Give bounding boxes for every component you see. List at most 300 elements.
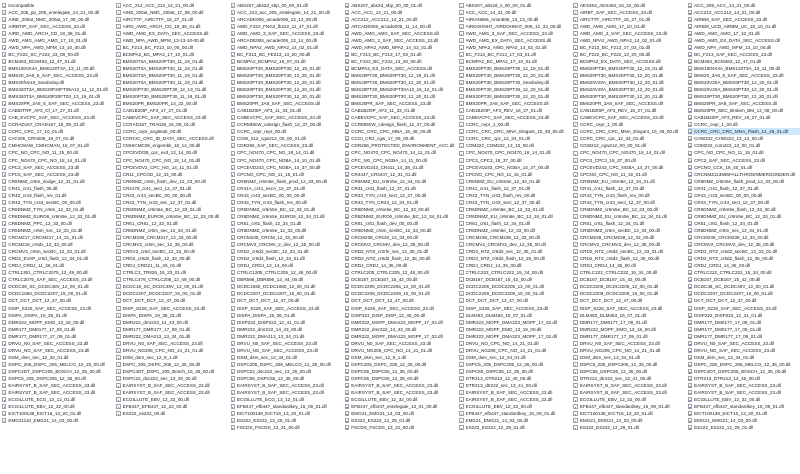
file-item[interactable] [688, 269, 800, 276]
file-item[interactable] [116, 58, 228, 65]
file-item[interactable] [573, 86, 685, 93]
file-item[interactable] [688, 312, 800, 319]
file-item[interactable] [231, 107, 343, 114]
file-item[interactable] [573, 312, 685, 319]
file-item[interactable] [231, 410, 343, 417]
file-item[interactable] [345, 255, 457, 262]
file-item[interactable] [116, 128, 228, 135]
file-item[interactable] [2, 192, 114, 199]
file-item[interactable] [459, 23, 571, 30]
file-item[interactable] [231, 234, 343, 241]
file-item[interactable] [345, 149, 457, 156]
file-item[interactable] [688, 361, 800, 368]
file-item[interactable] [116, 93, 228, 100]
file-item[interactable] [459, 44, 571, 51]
file-item[interactable] [2, 93, 114, 100]
file-item[interactable] [345, 312, 457, 319]
file-item[interactable] [116, 114, 228, 121]
file-item[interactable] [231, 100, 343, 107]
file-item[interactable] [116, 319, 228, 326]
file-item[interactable] [688, 149, 800, 156]
file-item[interactable] [345, 171, 457, 178]
file-item[interactable] [573, 305, 685, 312]
file-item[interactable] [231, 220, 343, 227]
file-item[interactable] [573, 269, 685, 276]
file-item[interactable] [116, 149, 228, 156]
file-item[interactable] [2, 290, 114, 297]
file-item[interactable] [2, 361, 114, 368]
file-item[interactable] [345, 389, 457, 396]
file-item[interactable] [2, 276, 114, 283]
file-item[interactable] [459, 340, 571, 347]
file-item[interactable] [573, 79, 685, 86]
file-item[interactable] [688, 326, 800, 333]
file-item[interactable] [116, 241, 228, 248]
file-item[interactable] [459, 269, 571, 276]
file-item[interactable] [459, 16, 571, 23]
file-item[interactable] [688, 9, 800, 16]
file-item[interactable] [688, 107, 800, 114]
file-item[interactable] [116, 326, 228, 333]
file-item[interactable] [573, 100, 685, 107]
file-item[interactable] [459, 206, 571, 213]
file-item[interactable] [345, 340, 457, 347]
file-item[interactable] [459, 368, 571, 375]
file-item[interactable] [573, 347, 685, 354]
file-item[interactable] [2, 37, 114, 44]
file-item[interactable] [116, 142, 228, 149]
file-item[interactable] [231, 178, 343, 185]
file-item[interactable] [2, 382, 114, 389]
file-item[interactable] [345, 319, 457, 326]
file-item[interactable] [2, 65, 114, 72]
file-item[interactable] [345, 114, 457, 121]
file-item[interactable] [231, 164, 343, 171]
file-item[interactable] [345, 417, 457, 424]
file-item[interactable] [2, 312, 114, 319]
file-item[interactable] [573, 403, 685, 410]
file-item[interactable] [116, 199, 228, 206]
file-item[interactable] [345, 37, 457, 44]
file-item[interactable] [688, 220, 800, 227]
file-item[interactable] [2, 305, 114, 312]
file-item[interactable] [573, 135, 685, 142]
file-item[interactable] [231, 368, 343, 375]
file-item[interactable] [345, 16, 457, 23]
file-item[interactable] [116, 234, 228, 241]
file-item[interactable] [2, 248, 114, 255]
file-item[interactable] [2, 262, 114, 269]
file-item[interactable] [688, 72, 800, 79]
file-item[interactable] [116, 283, 228, 290]
file-item[interactable] [573, 65, 685, 72]
file-item[interactable] [688, 382, 800, 389]
file-item[interactable] [573, 248, 685, 255]
file-item[interactable] [459, 283, 571, 290]
file-item[interactable] [2, 185, 114, 192]
file-item[interactable] [459, 213, 571, 220]
file-item[interactable] [573, 185, 685, 192]
file-item[interactable] [573, 9, 685, 16]
file-item[interactable] [231, 93, 343, 100]
file-item[interactable] [688, 157, 800, 164]
file-item[interactable] [231, 354, 343, 361]
file-item[interactable] [345, 213, 457, 220]
file-item[interactable] [688, 192, 800, 199]
file-item[interactable] [573, 241, 685, 248]
file-item[interactable] [573, 297, 685, 304]
file-item[interactable] [573, 368, 685, 375]
file-item[interactable] [459, 114, 571, 121]
file-item[interactable] [688, 255, 800, 262]
file-item[interactable] [459, 178, 571, 185]
file-item[interactable] [231, 185, 343, 192]
file-item[interactable] [231, 255, 343, 262]
file-item[interactable] [345, 424, 457, 431]
file-item[interactable] [688, 354, 800, 361]
file-item[interactable] [2, 135, 114, 142]
file-item[interactable] [573, 58, 685, 65]
file-item[interactable] [688, 44, 800, 51]
file-item[interactable] [459, 333, 571, 340]
file-item[interactable] [345, 58, 457, 65]
file-item[interactable] [345, 347, 457, 354]
file-item[interactable] [116, 65, 228, 72]
file-item[interactable] [459, 375, 571, 382]
file-item[interactable] [459, 326, 571, 333]
file-item[interactable] [573, 199, 685, 206]
file-item[interactable] [573, 234, 685, 241]
file-item[interactable] [688, 164, 800, 171]
file-item[interactable] [2, 23, 114, 30]
file-item[interactable] [231, 290, 343, 297]
file-item[interactable] [573, 354, 685, 361]
file-item[interactable] [231, 417, 343, 424]
file-item[interactable] [688, 100, 800, 107]
file-item[interactable] [231, 382, 343, 389]
file-item[interactable] [459, 72, 571, 79]
file-item[interactable] [573, 417, 685, 424]
file-item[interactable] [116, 9, 228, 16]
file-item[interactable] [2, 220, 114, 227]
file-item[interactable] [573, 255, 685, 262]
file-item[interactable] [2, 16, 114, 23]
file-item[interactable] [345, 86, 457, 93]
file-item[interactable] [116, 185, 228, 192]
file-item[interactable] [688, 206, 800, 213]
file-item[interactable] [2, 403, 114, 410]
file-item[interactable] [2, 269, 114, 276]
file-item[interactable] [459, 234, 571, 241]
file-item[interactable] [688, 79, 800, 86]
file-item[interactable] [688, 234, 800, 241]
file-item[interactable] [231, 128, 343, 135]
file-item[interactable] [459, 185, 571, 192]
file-item[interactable] [688, 305, 800, 312]
file-item[interactable] [116, 396, 228, 403]
file-item[interactable] [2, 354, 114, 361]
file-item[interactable] [573, 157, 685, 164]
file-item[interactable] [688, 248, 800, 255]
file-item[interactable] [2, 157, 114, 164]
file-item[interactable] [573, 220, 685, 227]
file-item[interactable] [231, 44, 343, 51]
file-item[interactable] [573, 319, 685, 326]
file-item[interactable] [345, 262, 457, 269]
file-item[interactable] [573, 44, 685, 51]
file-item[interactable] [688, 389, 800, 396]
file-item[interactable] [116, 340, 228, 347]
file-item[interactable] [459, 9, 571, 16]
file-item[interactable] [116, 213, 228, 220]
file-item[interactable] [345, 333, 457, 340]
file-item[interactable] [116, 157, 228, 164]
file-item[interactable] [573, 206, 685, 213]
file-item[interactable] [573, 37, 685, 44]
file-item[interactable] [345, 206, 457, 213]
file-item[interactable] [231, 149, 343, 156]
file-item[interactable] [688, 375, 800, 382]
file-item[interactable] [2, 368, 114, 375]
file-item[interactable] [459, 305, 571, 312]
file-item[interactable] [2, 79, 114, 86]
file-item[interactable] [116, 178, 228, 185]
file-item[interactable] [688, 396, 800, 403]
file-item[interactable] [345, 382, 457, 389]
file-item[interactable] [116, 192, 228, 199]
file-item[interactable] [345, 128, 457, 135]
file-item[interactable] [688, 424, 800, 431]
file-item[interactable] [688, 93, 800, 100]
file-item[interactable] [688, 178, 800, 185]
file-item[interactable] [2, 100, 114, 107]
file-item[interactable] [459, 248, 571, 255]
file-item[interactable] [688, 2, 800, 9]
file-item[interactable] [231, 30, 343, 37]
file-item[interactable] [459, 262, 571, 269]
file-item[interactable] [2, 199, 114, 206]
file-item[interactable] [231, 283, 343, 290]
file-item[interactable] [688, 417, 800, 424]
file-item[interactable] [116, 86, 228, 93]
file-item[interactable] [2, 114, 114, 121]
file-item[interactable] [345, 396, 457, 403]
file-item[interactable] [231, 65, 343, 72]
file-item[interactable] [459, 37, 571, 44]
file-item[interactable] [345, 93, 457, 100]
file-item[interactable] [116, 227, 228, 234]
file-item[interactable] [573, 396, 685, 403]
file-item[interactable] [231, 403, 343, 410]
file-item[interactable] [231, 157, 343, 164]
file-item[interactable] [345, 241, 457, 248]
file-item[interactable] [688, 241, 800, 248]
file-item[interactable] [688, 410, 800, 417]
file-item[interactable] [116, 2, 228, 9]
file-item[interactable] [345, 23, 457, 30]
file-item[interactable] [459, 128, 571, 135]
file-item[interactable] [116, 297, 228, 304]
file-item[interactable] [231, 361, 343, 368]
file-item[interactable] [231, 58, 343, 65]
file-item[interactable] [116, 51, 228, 58]
file-item[interactable] [2, 142, 114, 149]
file-item[interactable] [116, 276, 228, 283]
file-item[interactable] [345, 30, 457, 37]
file-item[interactable] [688, 142, 800, 149]
file-item[interactable] [2, 2, 114, 9]
file-item[interactable] [459, 51, 571, 58]
file-item[interactable] [2, 164, 114, 171]
file-item[interactable] [231, 312, 343, 319]
file-item[interactable] [231, 135, 343, 142]
file-item[interactable] [116, 72, 228, 79]
file-item[interactable] [116, 206, 228, 213]
file-item[interactable] [573, 128, 685, 135]
file-item[interactable] [231, 51, 343, 58]
file-item[interactable] [573, 340, 685, 347]
file-item[interactable] [345, 354, 457, 361]
file-item[interactable] [231, 340, 343, 347]
file-item[interactable] [459, 290, 571, 297]
file-item[interactable] [459, 403, 571, 410]
file-item[interactable] [573, 213, 685, 220]
file-item[interactable] [345, 326, 457, 333]
file-item[interactable] [116, 382, 228, 389]
file-item[interactable] [2, 326, 114, 333]
file-item[interactable] [116, 262, 228, 269]
file-item[interactable] [2, 86, 114, 93]
file-item[interactable] [116, 354, 228, 361]
file-item[interactable] [459, 149, 571, 156]
file-item[interactable] [459, 93, 571, 100]
file-item[interactable] [345, 220, 457, 227]
file-item[interactable] [459, 79, 571, 86]
file-item[interactable] [116, 248, 228, 255]
file-item[interactable] [573, 192, 685, 199]
file-item[interactable] [116, 410, 228, 417]
file-item[interactable] [459, 241, 571, 248]
file-item[interactable] [459, 276, 571, 283]
file-item[interactable] [459, 86, 571, 93]
file-item[interactable] [231, 23, 343, 30]
file-item[interactable] [2, 417, 114, 424]
file-item[interactable] [459, 424, 571, 431]
file-item[interactable] [688, 135, 800, 142]
file-item[interactable] [573, 283, 685, 290]
file-item[interactable] [459, 65, 571, 72]
file-item[interactable] [688, 185, 800, 192]
file-item[interactable] [459, 171, 571, 178]
file-item[interactable] [116, 220, 228, 227]
file-item[interactable] [573, 178, 685, 185]
file-item[interactable] [459, 157, 571, 164]
file-item[interactable] [231, 276, 343, 283]
file-item[interactable] [2, 9, 114, 16]
file-item[interactable] [116, 107, 228, 114]
file-item[interactable] [345, 44, 457, 51]
file-item[interactable] [2, 121, 114, 128]
file-item[interactable] [345, 192, 457, 199]
file-item[interactable] [688, 227, 800, 234]
file-item[interactable] [459, 417, 571, 424]
file-item[interactable] [459, 107, 571, 114]
file-item[interactable] [116, 30, 228, 37]
file-item[interactable] [345, 410, 457, 417]
file-item[interactable] [688, 403, 800, 410]
file-item[interactable] [345, 142, 457, 149]
file-item[interactable] [345, 227, 457, 234]
file-item[interactable] [231, 424, 343, 431]
file-item[interactable] [231, 37, 343, 44]
file-item[interactable] [231, 142, 343, 149]
file-item[interactable] [459, 255, 571, 262]
file-item[interactable] [231, 269, 343, 276]
file-item[interactable] [116, 347, 228, 354]
file-item[interactable] [2, 283, 114, 290]
file-item[interactable] [231, 333, 343, 340]
file-item[interactable] [573, 23, 685, 30]
file-item[interactable] [231, 213, 343, 220]
file-item[interactable] [116, 121, 228, 128]
file-item[interactable] [345, 297, 457, 304]
file-item[interactable] [459, 100, 571, 107]
file-item[interactable] [231, 326, 343, 333]
file-item[interactable] [345, 185, 457, 192]
file-item[interactable] [688, 37, 800, 44]
file-item[interactable] [2, 51, 114, 58]
file-item[interactable] [688, 333, 800, 340]
file-item[interactable] [2, 347, 114, 354]
file-item[interactable] [2, 213, 114, 220]
file-item[interactable] [459, 319, 571, 326]
file-item[interactable] [688, 262, 800, 269]
file-item[interactable] [231, 241, 343, 248]
file-item[interactable] [459, 347, 571, 354]
file-item[interactable] [231, 2, 343, 9]
file-item[interactable] [116, 255, 228, 262]
file-item[interactable] [688, 128, 800, 135]
file-item[interactable] [573, 114, 685, 121]
file-item[interactable] [2, 178, 114, 185]
file-item[interactable] [231, 319, 343, 326]
file-item[interactable] [345, 51, 457, 58]
file-item[interactable] [688, 121, 800, 128]
file-item[interactable] [459, 30, 571, 37]
file-item[interactable] [345, 269, 457, 276]
file-item[interactable] [2, 375, 114, 382]
file-item[interactable] [459, 227, 571, 234]
file-item[interactable] [688, 16, 800, 23]
file-item[interactable] [345, 2, 457, 9]
file-item[interactable] [573, 121, 685, 128]
file-item[interactable] [231, 79, 343, 86]
file-item[interactable] [116, 171, 228, 178]
file-item[interactable] [345, 361, 457, 368]
file-item[interactable] [345, 368, 457, 375]
file-item[interactable] [345, 290, 457, 297]
file-item[interactable] [231, 248, 343, 255]
file-item[interactable] [345, 375, 457, 382]
file-item[interactable] [345, 79, 457, 86]
file-item[interactable] [345, 199, 457, 206]
file-item[interactable] [573, 2, 685, 9]
file-item[interactable] [116, 305, 228, 312]
file-item[interactable] [116, 23, 228, 30]
file-item[interactable] [688, 276, 800, 283]
file-item[interactable] [116, 16, 228, 23]
file-item[interactable] [573, 51, 685, 58]
